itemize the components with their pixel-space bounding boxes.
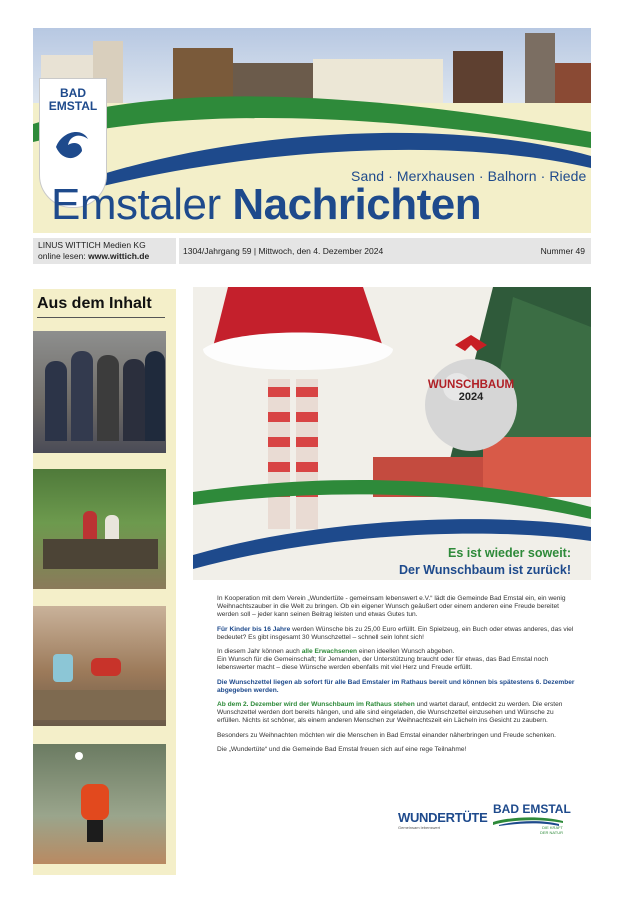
logo-text-bad: BAD [60, 86, 86, 100]
bad-emstal-wordmark: BAD EMSTAL [493, 802, 571, 816]
feature-heading-green: Es ist wieder soweit: [448, 546, 571, 560]
thumbnail-forest-market[interactable] [33, 469, 166, 589]
newspaper-title [51, 178, 481, 232]
district-subtitle: Sand · Merxhausen · Balhorn · Riede [351, 168, 587, 184]
article-body [217, 595, 577, 760]
bad-emstal-footer-logo [493, 802, 571, 835]
ornament-text-wunschbaum: WUNSCHBAUM [427, 379, 515, 391]
highlight-children: Für Kinder bis 16 Jahre [217, 625, 291, 633]
paragraph-text: In diesem Jahr können auch [217, 648, 302, 656]
sidebar-heading: Aus dem Inhalt [37, 295, 152, 312]
title-part-emstaler: Emstaler [51, 180, 233, 229]
online-line [38, 251, 149, 262]
wunschbaum-feature-image [193, 287, 591, 580]
thumbnail-garden-table[interactable] [33, 606, 166, 726]
website-link[interactable]: www.wittich.de [88, 251, 150, 261]
masthead [33, 28, 591, 233]
article-paragraph-deadline: Die Wunschzettel liegen ab sofort für alle Bad Emstaler im Rathaus bereit und können bis spätestens 6. Dezember abgegeben werden. [217, 678, 575, 694]
article-paragraph: Die „Wundertüte“ und die Gemeinde Bad Emstal freuen sich auf eine rege Teilnahme! [217, 745, 467, 753]
online-label: online lesen: [38, 251, 89, 261]
paragraph-text: und wartet darauf, entdeckt zu werden. Die ersten Wunschzettel werden dort bereits hängen, und alle sind eingeladen, die Wunschzettel einzusehen und Wünsche zu erfüllen. Nichts ist schöner, als einem anderen Menschen zur Weihnachtszeit ein Lächeln ins Gesicht zu zaubern. [217, 701, 563, 725]
title-part-nachrichten: Nachrichten [232, 180, 482, 229]
article-paragraph: Besonders zu Weihnachten möchten wir die Menschen in Bad Emstal einander näherbringen und Freude schenken. [217, 731, 556, 739]
footer-logo-swoosh [493, 816, 563, 826]
article-paragraph [217, 701, 577, 726]
issue-number: Nummer 49 [540, 246, 585, 256]
paragraph-text: werden Wünsche bis zu 25,00 Euro erfüllt. Ein Spielzeug, ein Buch oder etwas anderes, das viel bedeutet? Es gibt insgesamt 30 Wunschzettel – schnell sein lohnt sich! [217, 625, 574, 641]
article-paragraph: In Kooperation mit dem Verein „Wundertüte - gemeinsam lebenswert e.V.“ lädt die Gemeinde Bad Emstal ein, ein wenig Weihnachtszauber in die Welt zu bringen. Ob ein eigener Wunsch geäußert oder einem anderen eine Freude bereitet werden soll – jeder kann seinen Beitrag leisten und etwas Gutes tun. [217, 595, 566, 619]
sidebar-rule [37, 317, 165, 318]
issue-date: 1304/Jahrgang 59 | Mittwoch, den 4. Dezember 2024 [183, 246, 384, 256]
issue-info-bar [33, 238, 591, 264]
article-paragraph [217, 648, 577, 673]
publisher-name: LINUS WITTICH Medien KG [38, 240, 146, 250]
wundertuete-logo [398, 810, 487, 830]
infobar-divider [176, 238, 179, 264]
thumbnail-handball-player[interactable] [33, 744, 166, 864]
paragraph-text: einen ideellen Wunsch abgeben. [357, 648, 455, 656]
footer-logo-tagline [493, 825, 563, 835]
feature-illustration [193, 287, 591, 580]
tagline-line: DER NATUR [539, 830, 563, 835]
ornament-text-year: 2024 [458, 391, 484, 403]
thumbnail-group-photo[interactable] [33, 331, 166, 453]
logo-text-emstal: EMSTAL [48, 99, 98, 113]
wundertuete-wordmark: WUNDERTÜTE [398, 810, 488, 825]
paragraph-text: Ein Wunsch für die Gemeinschaft; für Jemanden, der Unterstützung braucht oder für etwas, das Bad Emstal noch lebenswerter macht – diese Wünsche werden ebenfalls mit viel Herz und Freude erfüllt. [217, 656, 549, 672]
contents-sidebar [33, 289, 176, 875]
publisher-block [38, 240, 149, 262]
ornament-label [425, 379, 517, 403]
tagline-line: DIE KRAFT [542, 825, 563, 830]
highlight-adults: alle Erwachsenen [301, 648, 358, 656]
feature-heading-blue: Der Wunschbaum ist zurück! [398, 563, 571, 577]
highlight-date: Ab dem 2. Dezember wird der Wunschbaum im Rathaus stehen [217, 701, 415, 709]
wave-emblem-icon [48, 113, 98, 173]
article-paragraph [217, 626, 577, 642]
wundertuete-subline: Gemeinsam lebenswert [398, 825, 441, 830]
